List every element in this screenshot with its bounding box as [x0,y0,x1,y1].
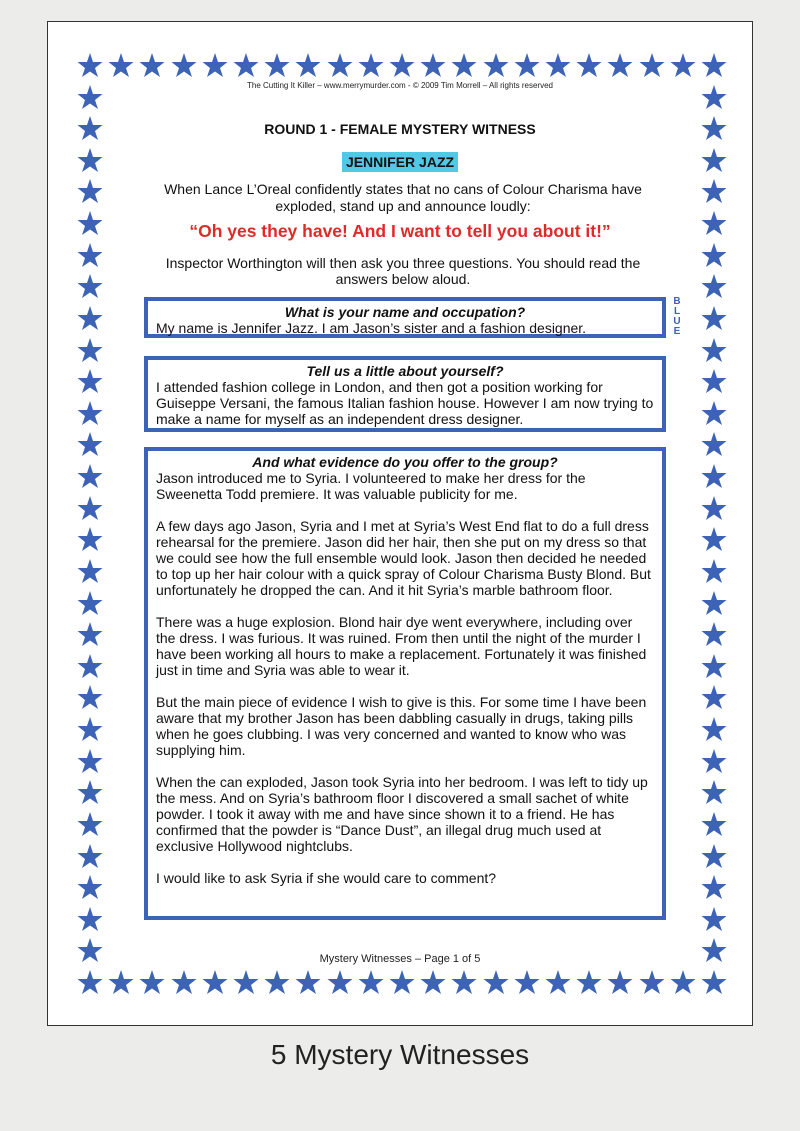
star-icon [139,969,165,995]
star-icon [77,716,103,742]
star-icon [327,969,353,995]
star-icon [670,52,696,78]
star-icon [701,178,727,204]
star-icon [701,969,727,995]
star-icon [701,526,727,552]
star-icon [77,621,103,647]
star-icon [451,969,477,995]
star-icon [77,463,103,489]
star-icon [264,52,290,78]
question-box-3 [144,447,666,920]
star-icon [233,969,259,995]
star-icon [701,400,727,426]
star-icon [701,558,727,584]
star-icon [639,969,665,995]
star-icon [171,969,197,995]
question-box-2 [144,356,666,432]
question-2: Tell us a little about yourself? [306,363,504,379]
star-icon [233,52,259,78]
star-icon [77,590,103,616]
witness-name-row [48,152,752,172]
star-icon [701,779,727,805]
star-icon [327,52,353,78]
star-icon [576,52,602,78]
star-icon [483,52,509,78]
star-icon [77,906,103,932]
document-page [47,21,753,1026]
star-icon [701,431,727,457]
star-icon [77,178,103,204]
caption: 5 Mystery Witnesses [270,1039,530,1070]
star-icon [77,495,103,521]
star-icon [701,495,727,521]
star-icon [77,748,103,774]
star-icon [77,969,103,995]
answer-paragraph: I would like to ask Syria if she would care to comment? [156,870,497,886]
star-icon [701,906,727,932]
star-icon [77,811,103,837]
star-icon [77,242,103,268]
star-icon [202,969,228,995]
star-icon [171,52,197,78]
star-icon [701,621,727,647]
star-icon [389,52,415,78]
star-icon [701,653,727,679]
question-box-1 [144,297,666,338]
star-icon [202,52,228,78]
page-footer: Mystery Witnesses – Page 1 of 5 [319,953,481,965]
star-icon [701,305,727,331]
team-label: B L U E [673,296,681,337]
star-icon [77,653,103,679]
star-icon [77,843,103,869]
star-icon [483,969,509,995]
question-3: And what evidence do you offer to the group? [252,454,558,470]
star-icon [639,52,665,78]
answer-2: I attended fashion college in London, and then got a position working for Guiseppe Versani, the famous Italian fashion house. However I am now trying to make a name for myself as an independent dress designer. [156,379,654,427]
star-icon [77,874,103,900]
star-icon [420,52,446,78]
star-icon [670,969,696,995]
star-icon [576,969,602,995]
star-icon [514,52,540,78]
star-icon [701,874,727,900]
star-icon [607,969,633,995]
quote-text: “Oh yes they have! And I want to tell you about it!” [189,221,611,241]
star-icon [514,969,540,995]
answer-paragraph: Jason introduced me to Syria. I volunteered to make her dress for the Sweenetta Todd premiere. It was valuable publicity for me. [156,470,586,502]
star-icon [108,969,134,995]
star-icon [545,52,571,78]
star-icon [358,969,384,995]
star-icon [77,305,103,331]
answer-1: My name is Jennifer Jazz. I am Jason’s sister and a fashion designer. [156,320,587,336]
star-icon [77,558,103,584]
star-icon [389,969,415,995]
star-icon [295,52,321,78]
star-icon [701,843,727,869]
star-icon [701,748,727,774]
star-icon [77,526,103,552]
star-icon [607,52,633,78]
star-icon [701,273,727,299]
star-icon [420,969,446,995]
star-icon [77,52,103,78]
star-icon [77,368,103,394]
answer-paragraph: When the can exploded, Jason took Syria into her bedroom. I was left to tidy up the mess. And on Syria’s bathroom floor I discovered a small sachet of white powder. I took it away with me and have since shown it to a friend. He has confirmed that the powder is “Dance Dust”, an illegal drug much used at exclusive Hollywood nightclubs. [156,774,648,854]
star-icon [295,969,321,995]
witness-name: JENNIFER JAZZ [342,152,458,172]
round-title: ROUND 1 - FEMALE MYSTERY WITNESS [264,121,536,137]
star-icon [545,969,571,995]
star-icon [77,400,103,426]
star-icon [77,337,103,363]
star-icon [701,242,727,268]
star-icon [701,337,727,363]
question-1: What is your name and occupation? [284,304,526,320]
star-icon [77,684,103,710]
star-icon [77,779,103,805]
instructions-text: Inspector Worthington will then ask you three questions. You should read the answers below aloud. [165,255,641,287]
star-icon [264,969,290,995]
star-icon [108,52,134,78]
star-icon [701,590,727,616]
star-icon [77,273,103,299]
star-icon [701,684,727,710]
answer-paragraph: There was a huge explosion. Blond hair dye went everywhere, including over the dress. I was furious. It was ruined. From then until the night of the murder I have been working all hours to make a replacement. Fortunately it was finished just in time and Syria was able to wear it. [156,614,647,678]
star-icon [701,368,727,394]
star-icon [358,52,384,78]
star-icon [701,811,727,837]
star-icon [139,52,165,78]
star-icon [451,52,477,78]
intro-text: When Lance L’Oreal confidently states that no cans of Colour Charisma have exploded, stand up and announce loudly: [164,181,642,214]
answer-paragraph: A few days ago Jason, Syria and I met at Syria’s West End flat to do a full dress rehearsal for the premiere. Jason did her hair, then she put on my dress so that we could see how the full ensemble would look. Jason then decided he needed to top up her hair colour with a quick spray of Colour Charisma Busty Blond. But unfortunately he dropped the can. And it hit Syria’s marble bathroom floor. [156,518,651,598]
star-icon [701,463,727,489]
answer-paragraph: But the main piece of evidence I wish to give is this. For some time I have been aware that my brother Jason has been dabbling casually in drugs, taking pills when he goes clubbing. I was very concerned and wanted to know who was supplying him. [156,694,647,758]
copyright-header: The Cutting It Killer – www.merrymurder.com - © 2009 Tim Morrell – All rights reserved [247,81,553,90]
star-icon [701,52,727,78]
star-icon [77,431,103,457]
star-icon [701,716,727,742]
